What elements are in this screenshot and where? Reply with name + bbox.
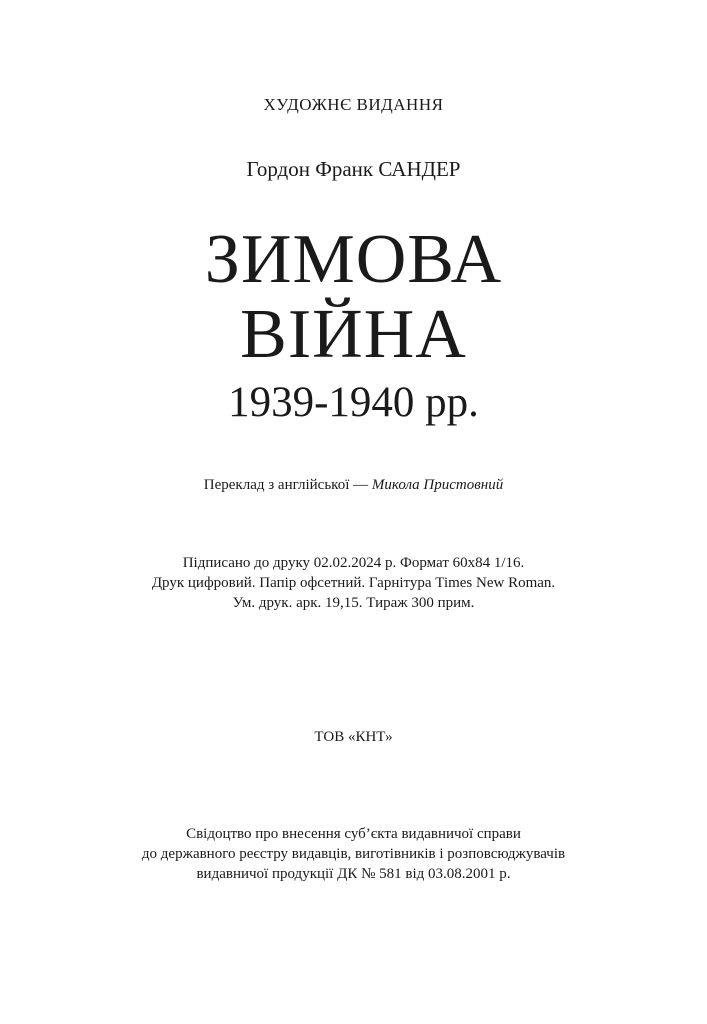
translator-name: Микола Пристовний <box>371 477 504 493</box>
book-years: 1939-1940 рр. <box>228 379 479 426</box>
book-title-line-2: ВІЙНА <box>240 296 467 373</box>
publisher-certificate <box>0 824 707 884</box>
imprint-line: Ум. друк. арк. 19,15. Тираж 300 прим. <box>232 595 475 611</box>
imprint-details <box>0 553 707 613</box>
translation-credit <box>0 477 707 494</box>
publisher-name: ТОВ «КНТ» <box>314 729 393 745</box>
certificate-line: до державного реєстру видавців, виготівників і розповсюджувачів <box>141 846 566 862</box>
certificate-line: Свідоцтво про внесення суб’єкта видавничої справи <box>186 826 521 842</box>
translation-prefix: Переклад з англійської — <box>203 477 369 493</box>
author-name: Гордон Франк САНДЕР <box>246 157 461 181</box>
imprint-line: Підписано до друку 02.02.2024 р. Формат 60х84 1/16. <box>182 555 525 571</box>
genre-label: ХУДОЖНЄ ВИДАННЯ <box>263 95 444 114</box>
book-title-line-1: ЗИМОВА <box>204 221 503 298</box>
imprint-line: Друк цифровий. Папір офсетний. Гарнітура Times New Roman. <box>151 575 556 591</box>
certificate-line: видавничої продукції ДК № 581 від 03.08.2001 р. <box>196 866 511 882</box>
